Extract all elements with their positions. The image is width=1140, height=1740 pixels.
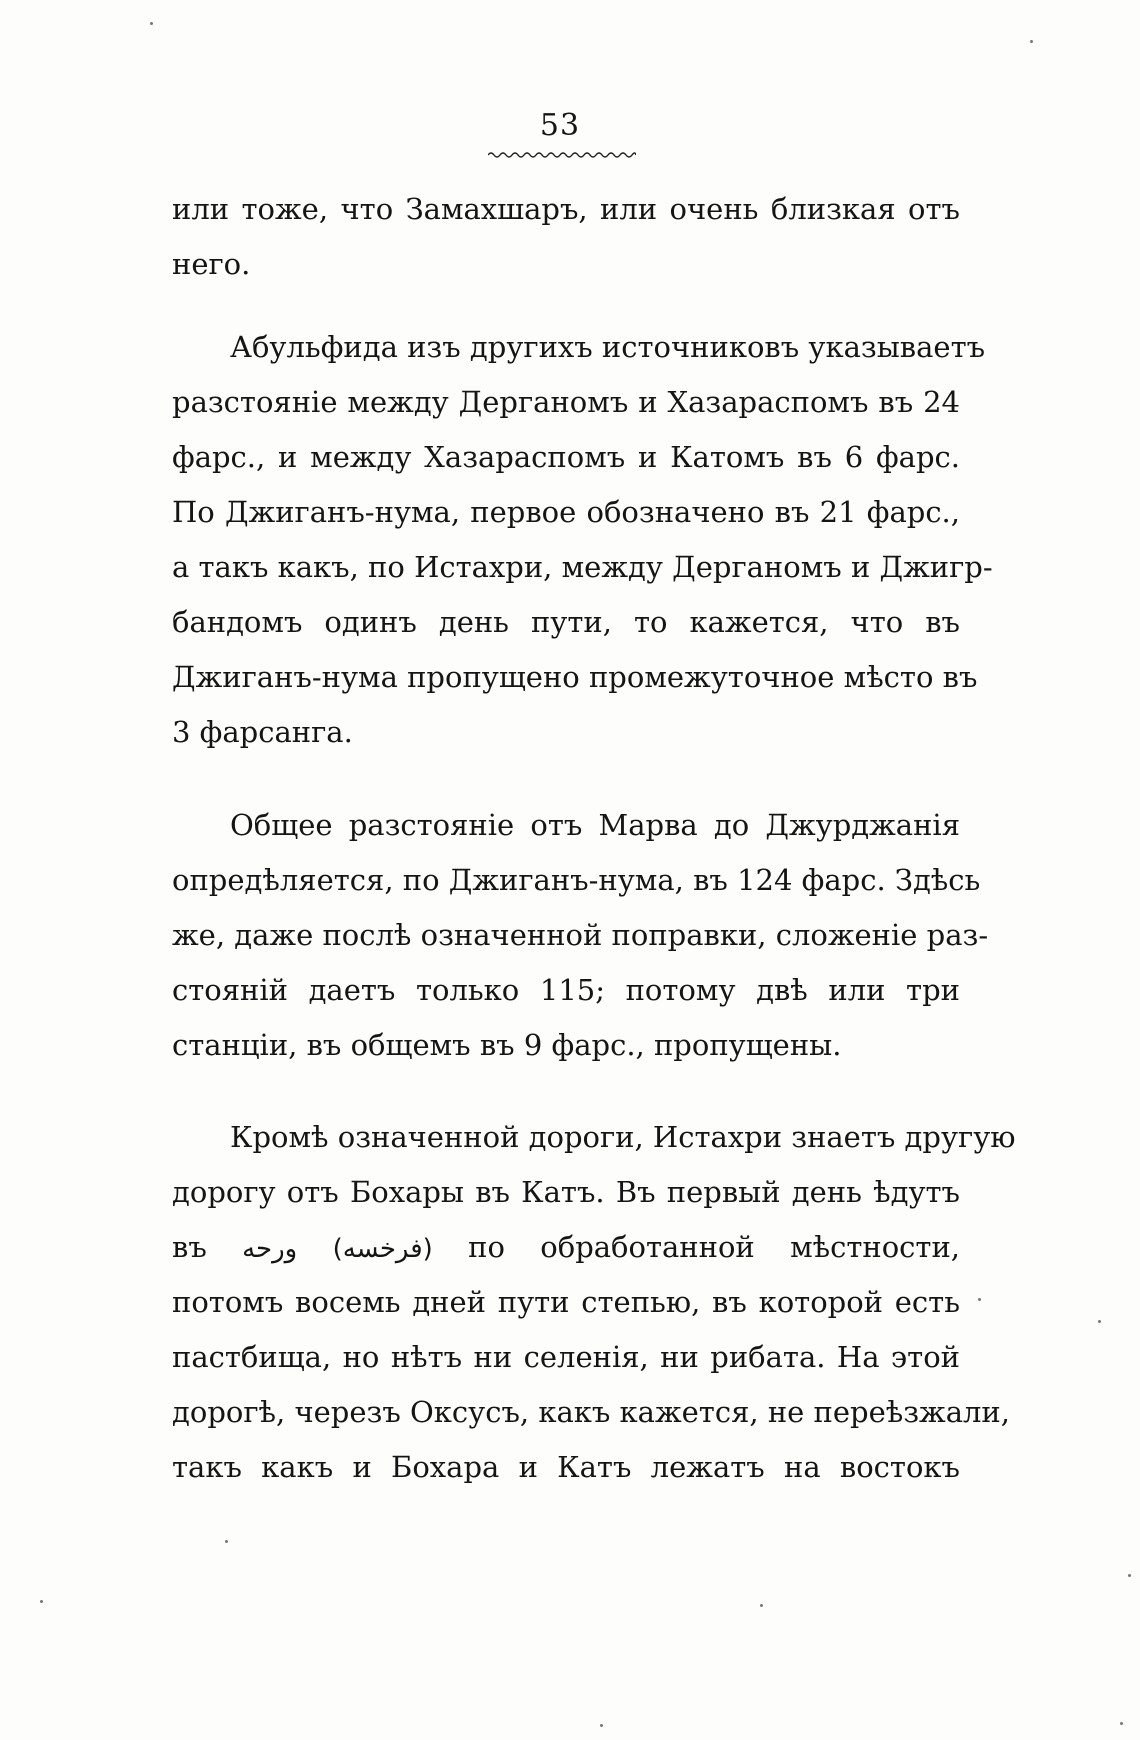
arabic-place-name: ورحه [242,1234,298,1264]
text-line: потомъ восемь дней пути степью, въ которой есть [172,1285,960,1319]
text-line: дорогу отъ Бохары въ Катъ. Въ первый день ѣдутъ [172,1175,960,1209]
text-line: пастбища, но нѣтъ ни селенія, ни рибата. На этой [172,1340,960,1374]
scan-speck [150,22,153,25]
text-line: или тоже, что Замахшаръ, или очень близкая отъ [172,192,960,226]
paragraph-4 [172,1110,1016,1495]
paragraph-1 [172,182,960,292]
text-after-arabic: по обработанной мѣстности, [468,1230,961,1264]
text-line: такъ какъ и Бохара и Катъ лежатъ на востокъ [172,1450,960,1484]
text-line: станціи, въ общемъ въ 9 фарс., пропущены. [172,1028,842,1062]
text-line: дорогѣ, черезъ Оксусъ, какъ кажется, не переѣзжали, [172,1395,1010,1429]
scan-speck [1128,1574,1131,1577]
paragraph-3 [172,798,989,1073]
text-line: Общее разстояніе отъ Марва до Джурджанія [230,808,960,842]
text-line: опредѣляется, по Джиганъ-нума, въ 124 фарс. Здѣсь [172,863,981,897]
text-line: разстояніе между Дерганомъ и Хазараспомъ въ 24 [172,385,960,419]
text-line: же, даже послѣ означенной поправки, сложеніе раз- [172,918,989,952]
text-line: а такъ какъ, по Истахри, между Дерганомъ и Джигр- [172,550,993,584]
scan-speck [760,1604,763,1607]
ornamental-wavy-rule [488,150,636,160]
text-line: 3 фарсанга. [172,715,353,749]
paragraph-2 [172,320,993,760]
text-line: стояній даетъ только 115; потому двѣ или три [172,973,960,1007]
text-line: Абульфида изъ другихъ источниковъ указываетъ [230,330,986,364]
text-line: Кромѣ означенной дороги, Истахри знаетъ другую [230,1120,1016,1154]
scan-speck [225,1540,228,1543]
scan-speck [600,1724,603,1727]
word-before-arabic: въ [172,1230,207,1264]
scan-speck [1030,40,1033,43]
scan-speck [1098,1320,1101,1323]
scan-speck [1120,1722,1123,1725]
page-number: 53 [539,108,581,143]
text-line: фарс., и между Хазараспомъ и Катомъ въ 6 фарс. [172,440,960,474]
text-line: него. [172,247,251,281]
text-line: По Джиганъ-нума, первое обозначено въ 21 фарс., [172,495,960,529]
text-line-with-arabic [172,1220,960,1275]
text-line: Джиганъ-нума пропущено промежуточное мѣсто въ [172,660,978,694]
scan-speck [978,1298,981,1301]
scan-speck [40,1600,43,1603]
text-line: бандомъ одинъ день пути, то кажется, что въ [172,605,960,639]
arabic-place-name-variant: (فرخسه) [332,1234,433,1264]
